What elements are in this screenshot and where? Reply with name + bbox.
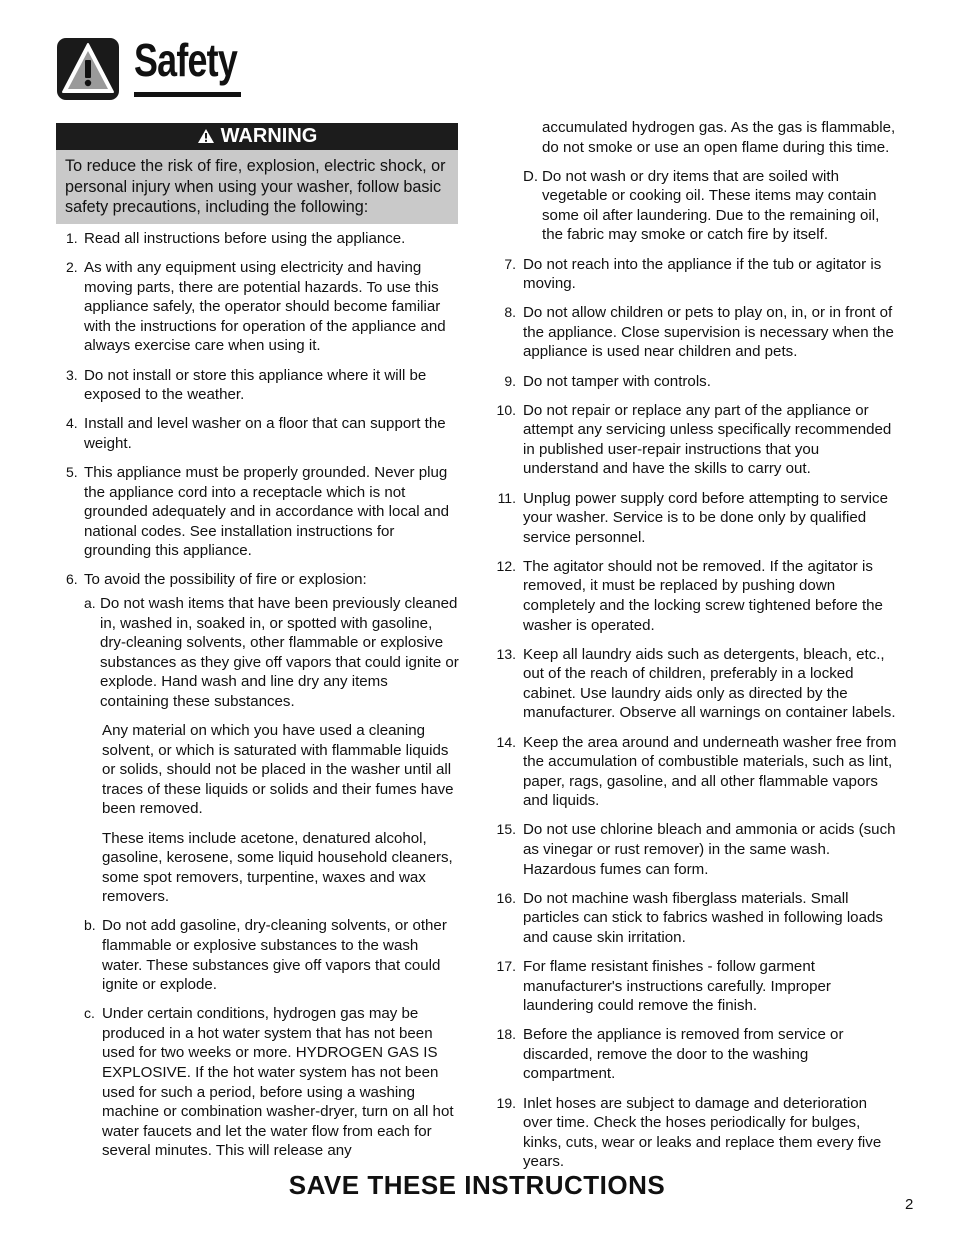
sub-item-c: c. Under certain conditions, hydrogen gas may be produced in a hot water system that has not been used for two weeks or more. HYDROGEN GAS IS EXPLOSIVE. If the hot water system has not been used for such a period, before using a washing machine or combination washer-dryer, turn on all hot water faucets and let the water flow from each for several minutes. This will release any <box>84 1005 454 1160</box>
warning-small-icon <box>197 125 215 152</box>
page-title: Safety <box>134 34 238 86</box>
sub-item-a-paragraph: These items include acetone, denatured alcohol, gasoline, kerosene, some liquid household cleaners, some spot removers, turpentine, waxes and wax removers. <box>102 829 453 906</box>
list-item: 13. Keep all laundry aids such as detergents, bleach, etc., out of the reach of children, preferably in a locked cabinet. Use laundry aids only as directed by the manufacturer. Observe all warnings on container labels. <box>496 645 896 722</box>
warning-label: WARNING <box>220 125 318 147</box>
list-item: 9. Do not tamper with controls. <box>504 372 711 390</box>
sub-item-a-paragraph: Any material on which you have used a cleaning solvent, or which is saturated with flammable liquids or solids, should not be placed in the washer until all traces of these liquids or solids and their fumes have been removed. <box>102 722 454 818</box>
sub-item-a: a. Do not wash items that have been previously cleaned in, washed in, soaked in, or spotted with gasoline, dry-cleaning solvents, other flammable or explosive substances as they give off vapors that could ignite or explode. Hand wash and line dry any items containing these substances. <box>84 595 459 710</box>
list-item: 10. Do not repair or replace any part of the appliance or attempt any servicing unless specifically recommended in published user-repair instructions that you understand and have the skills to carry out. <box>496 401 892 478</box>
list-item: 7. Do not reach into the appliance if the tub or agitator is moving. <box>504 255 882 293</box>
left-column <box>60 229 460 1171</box>
page-number: 2 <box>905 1196 914 1213</box>
right-column <box>496 118 898 1181</box>
save-instructions-banner: SAVE THESE INSTRUCTIONS <box>288 1170 666 1200</box>
list-item: 8. Do not allow children or pets to play on, in, or in front of the appliance. Close supervision is necessary when the appliance is used near children and pets. <box>504 304 894 361</box>
list-item: 2. As with any equipment using electricity and having moving parts, there are potential hazards. To use this appliance safely, the operator should become familiar with the instructions for operation of the appliance and always exercise care when using it. <box>66 259 446 355</box>
list-item: 11. Unplug power supply cord before attempting to service your washer. Service is to be done only by qualified service personnel. <box>497 489 888 546</box>
sub-item-c-continued: accumulated hydrogen gas. As the gas is flammable, do not smoke or use an open flame during this time. <box>542 119 896 156</box>
list-item: 17. For flame resistant finishes - follow garment manufacturer's instructions carefully. Improper laundering could remove the finish. <box>496 957 831 1015</box>
sub-item-d: D. Do not wash or dry items that are soiled with vegetable or cooking oil. These items may contain some oil after laundering. Due to the remaining oil, the fabric may smoke or catch fire by itself. <box>523 167 880 244</box>
list-item: 1. Read all instructions before using the appliance. <box>66 230 406 247</box>
title-underline <box>134 92 241 97</box>
list-item: 19. Inlet hoses are subject to damage and deterioration over time. Check the hoses periodically for bulges, kinks, cuts, wear or leaks and replace them every five years. <box>496 1094 882 1171</box>
list-item: 12. The agitator should not be removed. If the agitator is removed, it must be replaced by pushing down completely and the locking screw tightened before the washer is operated. <box>496 557 883 634</box>
list-item: 16. Do not machine wash fiberglass materials. Small particles can stick to fabrics washed in following loads and cause skin irritation. <box>496 889 883 946</box>
warning-header <box>56 123 458 150</box>
list-item: 6. To avoid the possibility of fire or explosion: <box>66 571 367 589</box>
warning-triangle-icon <box>57 38 119 100</box>
list-item: 5. This appliance must be properly grounded. Never plug the appliance cord into a receptacle which is not grounded adequately and in accordance with local and national codes. See installation instructions for grounding this appliance. <box>66 463 450 560</box>
list-item: 18. Before the appliance is removed from service or discarded, remove the door to the washing compartment. <box>496 1026 844 1083</box>
list-item: 15. Do not use chlorine bleach and ammonia or acids (such as vinegar or rust remover) in the same wash. Hazardous fumes can form. <box>496 821 896 878</box>
warning-intro: To reduce the risk of fire, explosion, electric shock, or personal injury when using your washer, follow basic safety precautions, including the following: <box>56 150 458 224</box>
list-item: 4. Install and level washer on a floor that can support the weight. <box>66 415 446 452</box>
list-item: 14. Keep the area around and underneath washer free from the accumulation of combustible materials, such as lint, paper, rags, gasoline, and all other flammable vapors and liquids. <box>496 733 897 810</box>
list-item: 3. Do not install or store this appliance where it will be exposed to the weather. <box>66 366 427 404</box>
sub-item-b: b. Do not add gasoline, dry-cleaning solvents, or other flammable or explosive substances to the wash water. These substances give off vapors that could ignite or explode. <box>84 917 447 994</box>
